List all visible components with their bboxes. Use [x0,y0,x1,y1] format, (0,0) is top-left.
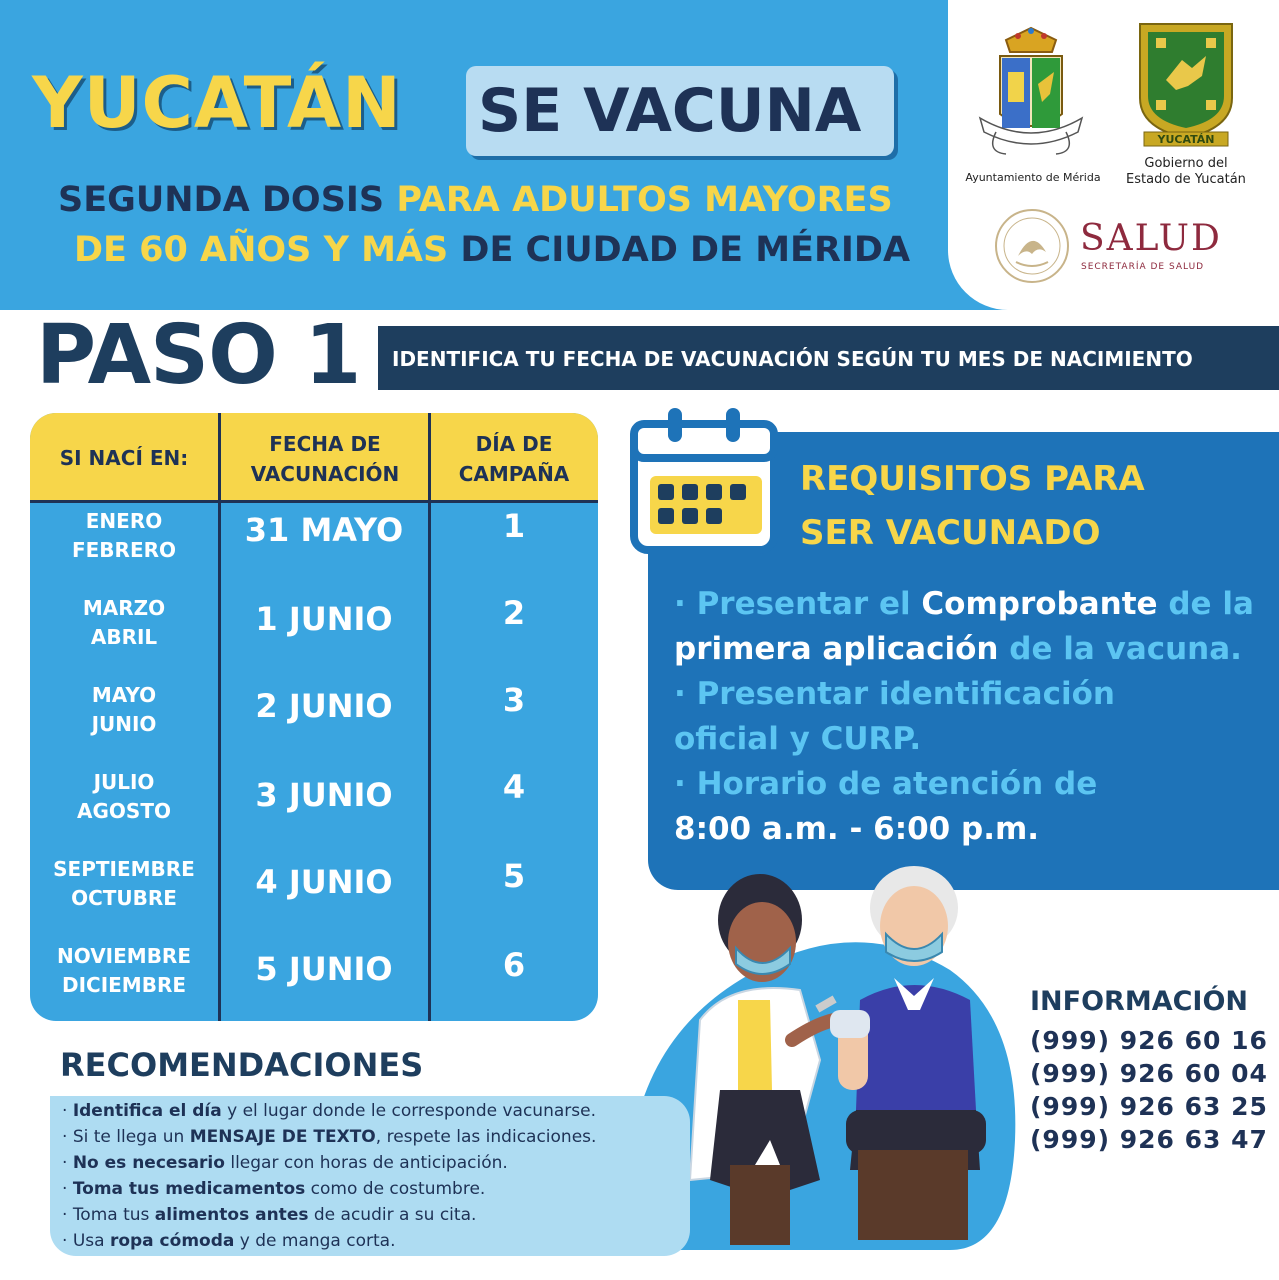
salud-logo-text: SALUD [1080,218,1222,259]
requirement-item: oficial y CURP. [674,721,922,757]
table-row-date: 3 JUNIO [255,776,393,814]
title-yucatan: YUCATÁN [32,62,402,144]
yucatan-caption: Gobierno del Estado de Yucatán [1126,156,1246,187]
vaccination-table [30,413,598,1021]
table-row-month: MARZO ABRIL [82,596,166,649]
header-campaign-day: DÍA DE CAMPAÑA [458,432,570,486]
table-row-day: 6 [502,946,526,984]
paso-instruction: IDENTIFICA TU FECHA DE VACUNACIÓN SEGÚN TU MES DE NACIMIENTO [392,347,1193,371]
title-se-vacuna: SE VACUNA [478,76,862,146]
subtitle-line-2: DE 60 AÑOS Y MÁS DE CIUDAD DE MÉRIDA [74,230,911,270]
merida-coat-of-arms-icon [966,22,1096,162]
table-row-day: 5 [502,857,526,895]
logo-card [948,0,1279,310]
header-vaccination-date: FECHA DE VACUNACIÓN [250,432,400,486]
requirement-item: 8:00 a.m. - 6:00 p.m. [674,811,1040,847]
table-row-month: MAYO JUNIO [91,683,157,736]
recommendation-item: · Toma tus alimentos antes de acudir a su cita. [62,1205,477,1225]
table-row-month: NOVIEMBRE DICIEMBRE [57,944,191,997]
requirements-list [674,582,1274,852]
table-row-day: 3 [502,681,526,719]
merida-caption: Ayuntamiento de Mérida [965,171,1101,184]
recommendation-item: · Identifica el día y el lugar donde le corresponde vacunarse. [62,1101,596,1121]
table-row-month: ENERO FEBRERO [71,509,177,562]
table-row-day: 2 [502,594,526,632]
requirements-title: REQUISITOS PARA SER VACUNADO [800,459,1145,553]
subtitle-line-1: SEGUNDA DOSIS PARA ADULTOS MAYORES [58,180,893,220]
table-row-month: SEPTIEMBRE OCTUBRE [53,857,195,910]
paso-label: PASO 1 [36,308,361,403]
yucatan-banner: YUCATÁN [1157,133,1215,146]
recommendation-item: · No es necesario llegar con horas de anticipación. [62,1153,508,1173]
phone-number[interactable]: (999) 926 60 04 [1030,1059,1268,1088]
header-birth-month: SI NACÍ EN: [59,446,189,470]
recommendations-title: RECOMENDACIONES [60,1046,424,1084]
salud-subtitle: SECRETARÍA DE SALUD [1081,262,1205,272]
phone-number[interactable]: (999) 926 63 25 [1030,1092,1268,1121]
table-divider [30,500,598,503]
table-row-date: 4 JUNIO [255,863,393,901]
requirement-item: primera aplicación de la vacuna. [674,631,1242,667]
info-title: INFORMACIÓN [1030,986,1249,1017]
mexico-seal-icon [992,206,1072,286]
table-row-date: 31 MAYO [244,511,404,549]
table-row-day: 1 [502,507,526,545]
table-row-month: JULIO AGOSTO [77,770,171,823]
phone-number[interactable]: (999) 926 63 47 [1030,1125,1268,1154]
phone-number[interactable]: (999) 926 60 16 [1030,1026,1268,1055]
requirement-item: · Horario de atención de [674,766,1098,802]
recommendation-item: · Si te llega un MENSAJE DE TEXTO, respete las indicaciones. [62,1127,597,1147]
table-row-date: 1 JUNIO [255,600,393,638]
table-row-day: 4 [502,768,526,806]
table-row-date: 2 JUNIO [255,687,393,725]
recommendation-item: · Usa ropa cómoda y de manga corta. [62,1231,396,1251]
requirement-item: · Presentar el Comprobante de la [674,586,1254,622]
recommendation-item: · Toma tus medicamentos como de costumbre. [62,1179,486,1199]
calendar-icon [628,404,780,556]
table-row-date: 5 JUNIO [255,950,393,988]
requirement-item: · Presentar identificación [674,676,1115,712]
